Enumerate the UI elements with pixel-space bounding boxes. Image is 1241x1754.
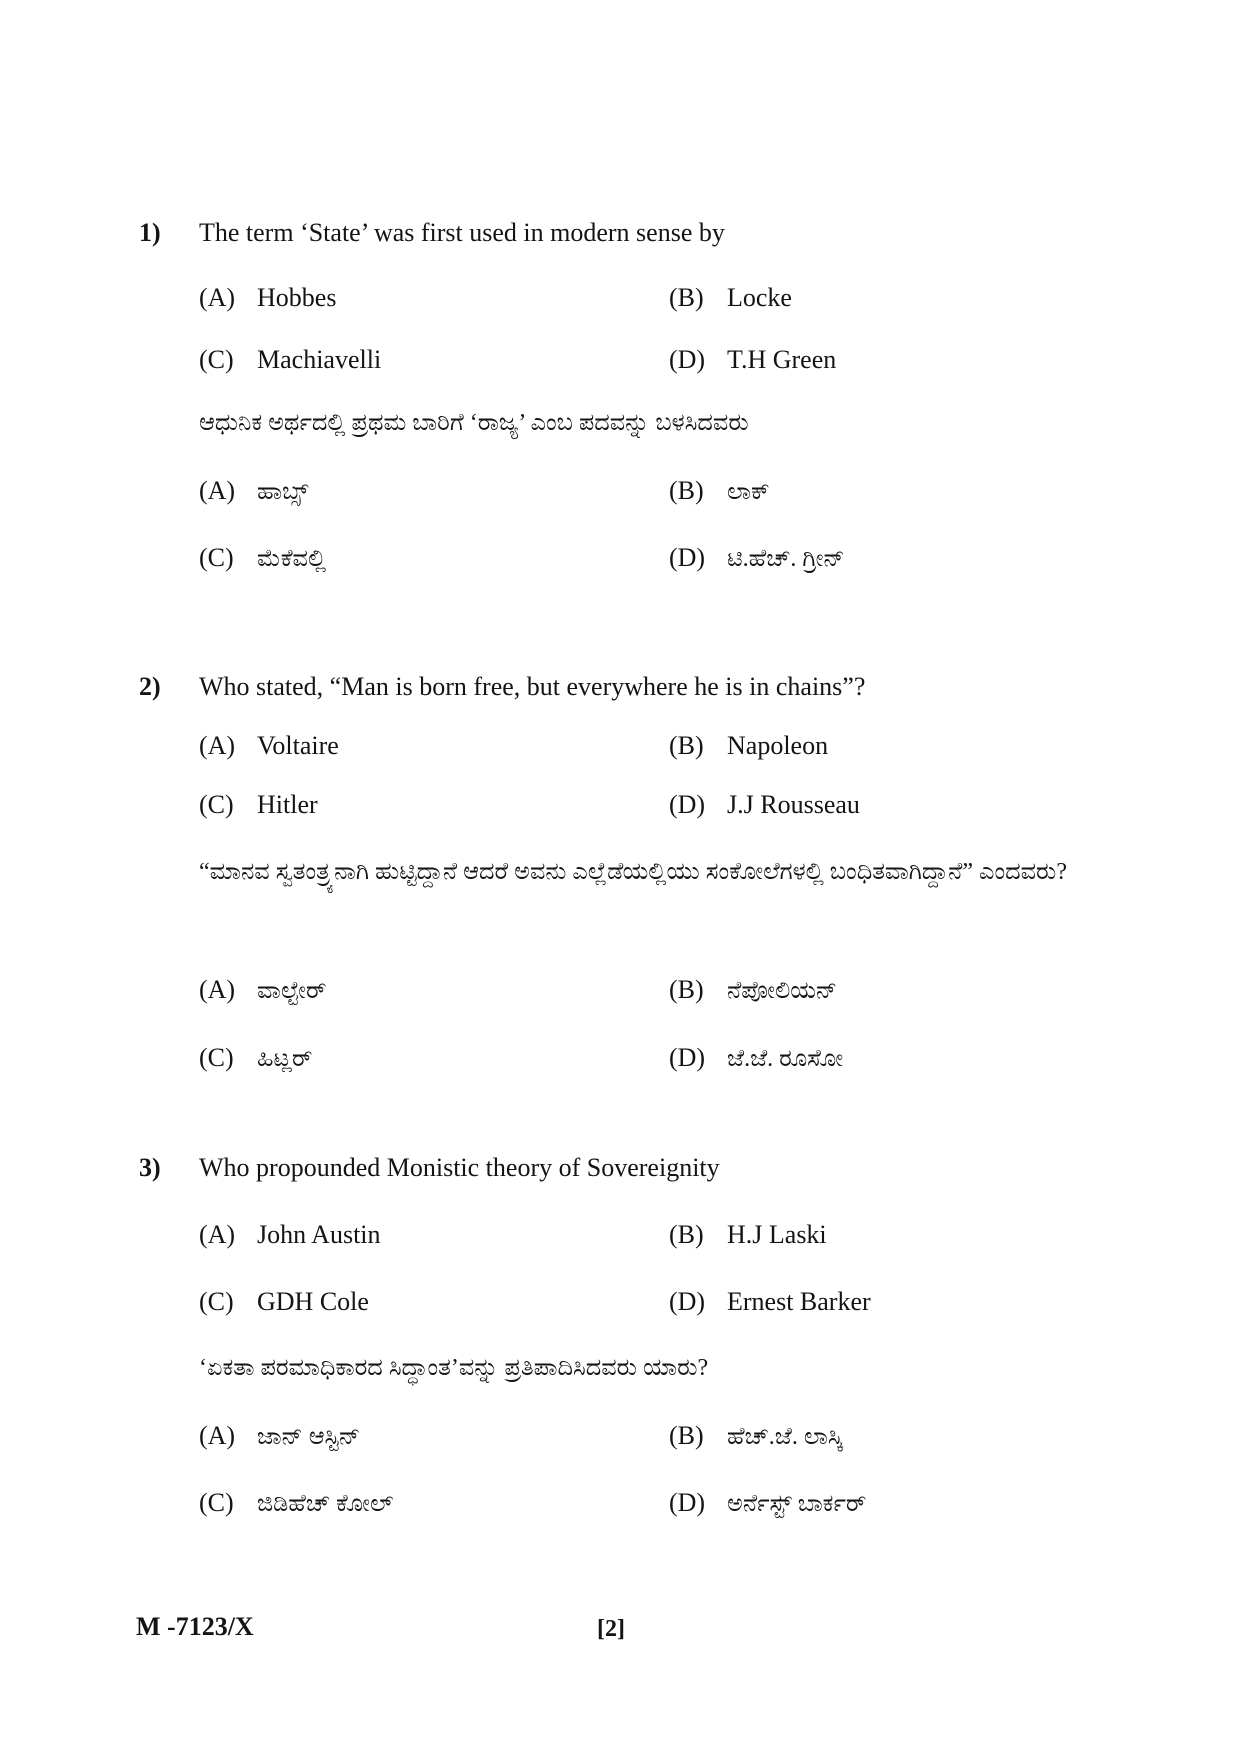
option-label: (C)	[199, 345, 234, 374]
option-text: ಜಿಡಿಹೆಚ್ ಕೋಲ್	[257, 1491, 394, 1517]
option-text: Voltaire	[257, 731, 339, 760]
option-text: ನೆಪೋಲಿಯನ್	[727, 978, 838, 1004]
option-c-kannada	[199, 545, 326, 571]
option-text: T.H Green	[727, 345, 837, 374]
option-text: ಜೆ.ಜೆ. ರೂಸೋ	[727, 1046, 844, 1072]
option-label: (B)	[669, 283, 704, 312]
option-label: (A)	[199, 731, 236, 760]
question-text: The term ‘State’ was first used in modern sense by	[199, 218, 725, 247]
option-d	[669, 347, 836, 373]
option-label: (B)	[669, 975, 704, 1004]
option-label: (A)	[199, 1220, 236, 1249]
paper-code: M -7123/X	[136, 1612, 254, 1641]
option-text: ಅರ್ನೆಸ್ಟ್ ಬಾರ್ಕರ್	[727, 1491, 867, 1517]
question-text-kannada: “ಮಾನವ ಸ್ವತಂತ್ರ್ಯನಾಗಿ ಹುಟ್ಟಿದ್ದಾನೆ ಆದರೆ ಅವನು ಎಲ್ಲೆಡೆಯಲ್ಲಿಯು ಸಂಕೋಲೆಗಳಲ್ಲಿ ಬಂಧಿತವಾಗಿದ್ದಾನೆ” ಎಂದವರು?	[199, 859, 1067, 885]
question-text-kannada: ಆಧುನಿಕ ಅರ್ಥದಲ್ಲಿ ಪ್ರಥಮ ಬಾರಿಗೆ ‘ರಾಜ್ಯ’ ಎಂಬ ಪದವನ್ನು ಬಳಸಿದವರು	[199, 410, 749, 436]
option-text: Napoleon	[727, 731, 829, 760]
option-a-kannada	[199, 1423, 360, 1449]
option-text: ಹಿಟ್ಲರ್	[257, 1046, 313, 1072]
option-label: (B)	[669, 731, 704, 760]
question-number: 3)	[139, 1153, 161, 1182]
option-label: (A)	[199, 1421, 236, 1450]
option-label: (C)	[199, 543, 234, 572]
option-text: John Austin	[257, 1220, 381, 1249]
question-text: Who propounded Monistic theory of Sovereignity	[199, 1153, 720, 1182]
option-b	[669, 733, 828, 759]
option-b	[669, 1222, 827, 1248]
option-c	[199, 1289, 369, 1315]
question-text-kannada: ‘ಏಕತಾ ಪರಮಾಧಿಕಾರದ ಸಿದ್ಧಾಂತ’ವನ್ನು ಪ್ರತಿಪಾದಿಸಿದವರು ಯಾರು?	[199, 1355, 709, 1381]
option-label: (D)	[669, 1287, 706, 1316]
option-text: Ernest Barker	[727, 1287, 871, 1316]
option-text: ವಾಲ್ಟೇರ್	[257, 978, 327, 1004]
option-label: (C)	[199, 1043, 234, 1072]
option-c-kannada	[199, 1490, 393, 1516]
option-label: (B)	[669, 1220, 704, 1249]
option-a	[199, 733, 339, 759]
option-label: (C)	[199, 1287, 234, 1316]
option-text: ಲಾಕ್	[727, 479, 770, 505]
option-d	[669, 1289, 871, 1315]
option-a-kannada	[199, 478, 308, 504]
option-text: J.J Rousseau	[727, 790, 860, 819]
option-label: (D)	[669, 790, 706, 819]
option-label: (C)	[199, 790, 234, 819]
option-c	[199, 347, 381, 373]
option-text: ಟಿ.ಹೆಚ್. ಗ್ರೀನ್	[727, 546, 845, 572]
option-text: Hobbes	[257, 283, 337, 312]
option-label: (D)	[669, 1043, 706, 1072]
option-label: (D)	[669, 1488, 706, 1517]
option-label: (D)	[669, 345, 706, 374]
question-number: 1)	[139, 218, 161, 247]
option-d-kannada	[669, 1490, 866, 1516]
option-c-kannada	[199, 1045, 313, 1071]
option-text: ಜಾನ್ ಆಸ್ಟಿನ್	[257, 1424, 361, 1450]
option-label: (A)	[199, 975, 236, 1004]
option-b-kannada	[669, 1423, 843, 1449]
page-number: [2]	[597, 1616, 625, 1642]
option-a-kannada	[199, 977, 327, 1003]
option-text: H.J Laski	[727, 1220, 827, 1249]
option-label: (A)	[199, 283, 236, 312]
option-label: (C)	[199, 1488, 234, 1517]
option-text: ಹಾಬ್ಸ್	[257, 479, 309, 505]
option-d-kannada	[669, 1045, 843, 1071]
option-b-kannada	[669, 478, 770, 504]
option-label: (A)	[199, 476, 236, 505]
option-b	[669, 285, 792, 311]
option-text: Locke	[727, 283, 792, 312]
option-text: Hitler	[257, 790, 318, 819]
option-label: (B)	[669, 1421, 704, 1450]
option-text: ಮೆಕೆವಲ್ಲಿ	[257, 546, 327, 572]
option-text: GDH Cole	[257, 1287, 369, 1316]
question-text: Who stated, “Man is born free, but everywhere he is in chains”?	[199, 672, 866, 701]
option-label: (B)	[669, 476, 704, 505]
option-d-kannada	[669, 545, 845, 571]
option-text: Machiavelli	[257, 345, 382, 374]
option-d	[669, 792, 860, 818]
option-c	[199, 792, 318, 818]
option-a	[199, 1222, 381, 1248]
option-text: ಹೆಚ್.ಜೆ. ಲಾಸ್ಕಿ	[727, 1424, 843, 1450]
option-a	[199, 285, 336, 311]
option-label: (D)	[669, 543, 706, 572]
option-b-kannada	[669, 977, 837, 1003]
question-number: 2)	[139, 672, 161, 701]
